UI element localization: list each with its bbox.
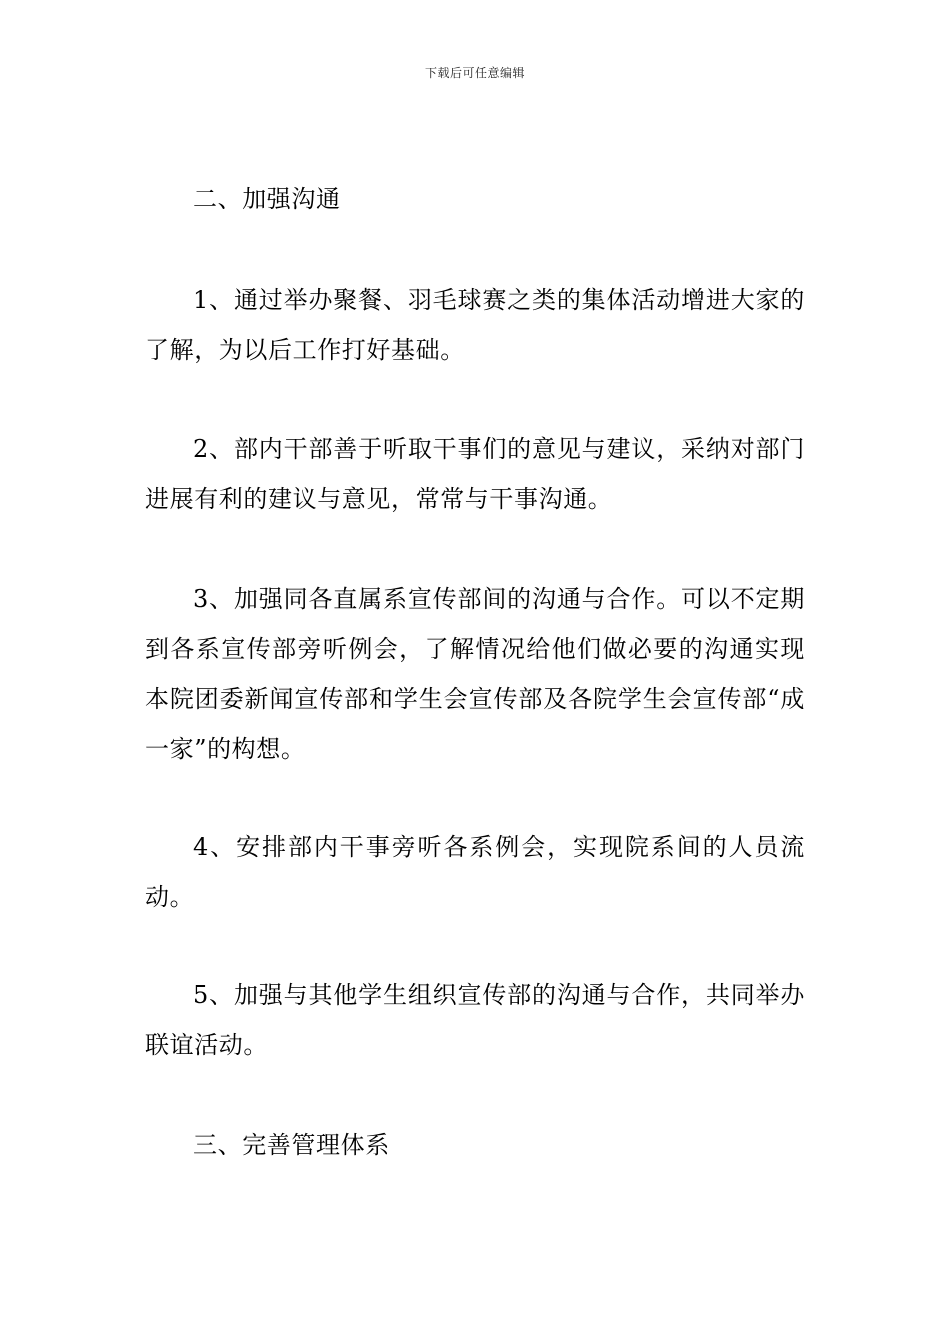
paragraph-item-1: 1、通过举办聚餐、羽毛球赛之类的集体活动增进大家的了解，为以后工作打好基础。	[145, 286, 805, 364]
paragraph-item-2: 2、部内干部善于听取干事们的意见与建议，采纳对部门进展有利的建议与意见，常常与干事沟通。	[145, 435, 805, 513]
paragraph-item-4: 4、安排部内干事旁听各系例会，实现院系间的人员流动。	[145, 833, 805, 911]
section-heading-management: 三、完善管理体系	[193, 1131, 390, 1159]
page-header-note: 下载后可任意编辑	[424, 66, 525, 80]
paragraph-item-3: 3、加强同各直属系宣传部间的沟通与合作。可以不定期到各系宣传部旁听例会，了解情况给他们做必要的沟通实现本院团委新闻宣传部和学生会宣传部及各院学生会宣传部“成一家”的构想。	[145, 585, 805, 763]
paragraph-item-5: 5、加强与其他学生组织宣传部的沟通与合作，共同举办联谊活动。	[145, 981, 805, 1059]
section-heading-communication: 二、加强沟通	[193, 185, 341, 213]
